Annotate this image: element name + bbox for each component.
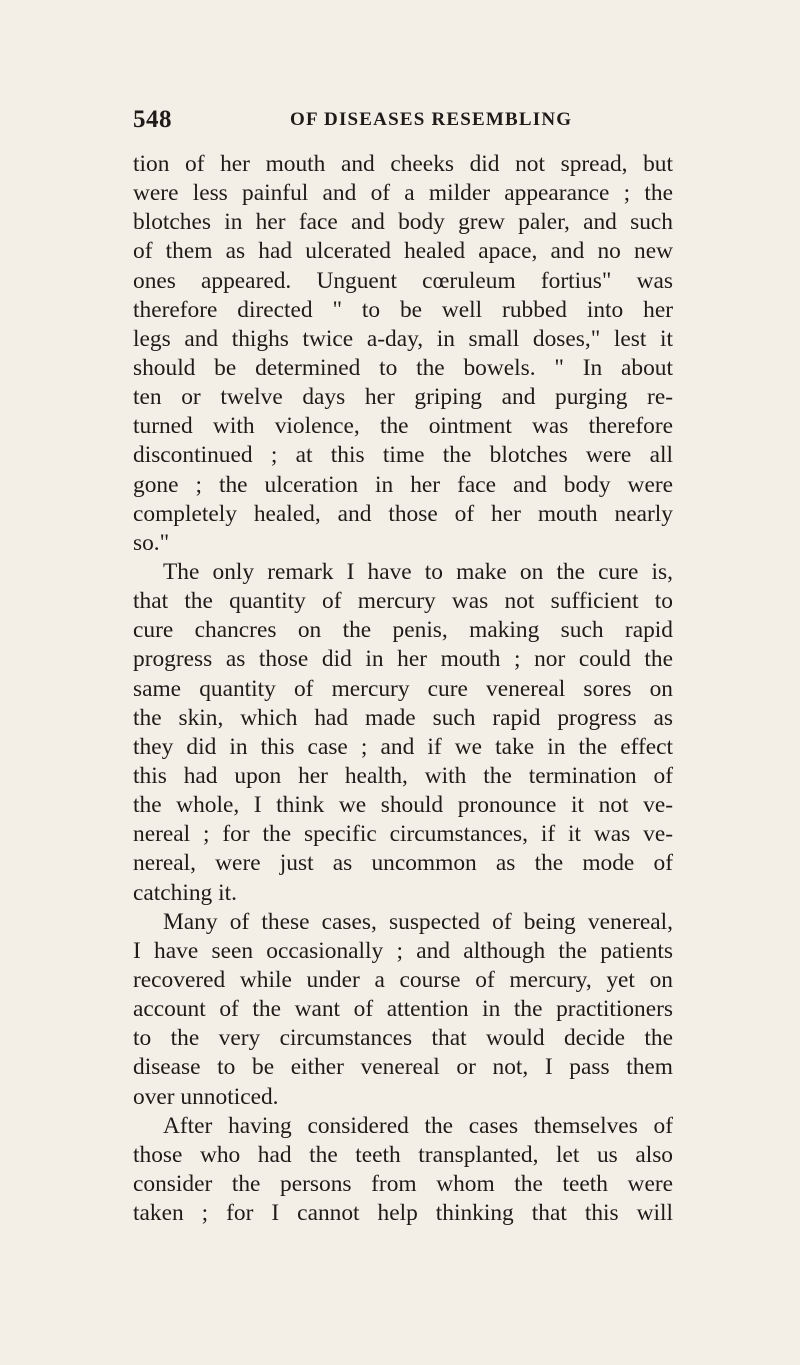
text-line: those who had the teeth transplanted, let us also bbox=[133, 1141, 673, 1168]
text-line: that the quantity of mercury was not sufficient to bbox=[133, 588, 673, 615]
running-head bbox=[133, 106, 673, 136]
text-line: ten or twelve days her griping and purging re- bbox=[133, 384, 673, 411]
text-line: The only remark I have to make on the cure is, bbox=[163, 558, 673, 585]
text-line: After having considered the cases themselves of bbox=[163, 1112, 673, 1139]
text-line: catching it. bbox=[133, 879, 237, 906]
text-line: the whole, I think we should pronounce it not ve- bbox=[133, 792, 673, 819]
text-line: of them as had ulcerated healed apace, and no new bbox=[133, 238, 673, 265]
text-line: discontinued ; at this time the blotches were all bbox=[133, 442, 673, 469]
text-line: taken ; for I cannot help thinking that this will bbox=[133, 1200, 673, 1227]
text-line: disease to be either venereal or not, I pass them bbox=[133, 1054, 673, 1081]
text-line: tion of her mouth and cheeks did not spread, but bbox=[133, 151, 673, 177]
running-title: OF DISEASES RESEMBLING bbox=[290, 109, 573, 130]
text-line: turned with violence, the ointment was therefore bbox=[133, 413, 673, 440]
text-line: over unnoticed. bbox=[133, 1083, 279, 1110]
text-line: account of the want of attention in the practitioners bbox=[133, 996, 673, 1023]
paragraph-1 bbox=[133, 150, 673, 558]
body-text bbox=[133, 150, 673, 1228]
text-line: to the very circumstances that would decide the bbox=[133, 1025, 673, 1052]
text-line: nereal, were just as uncommon as the mode of bbox=[133, 850, 673, 877]
text-line: should be determined to the bowels. " In about bbox=[133, 354, 673, 381]
text-line: so." bbox=[133, 529, 170, 556]
paragraph-2 bbox=[133, 558, 673, 908]
text-line: completely healed, and those of her mouth nearly bbox=[133, 500, 673, 527]
text-line: blotches in her face and body grew paler, and such bbox=[133, 209, 673, 236]
text-line: progress as those did in her mouth ; nor could the bbox=[133, 646, 673, 673]
text-line: they did in this case ; and if we take in the effect bbox=[133, 733, 673, 760]
text-line: were less painful and of a milder appearance ; the bbox=[133, 180, 673, 207]
text-line: ones appeared. Unguent cœruleum fortius" was bbox=[133, 267, 673, 294]
text-line: legs and thighs twice a-day, in small doses," lest it bbox=[133, 325, 673, 352]
text-line: cure chancres on the penis, making such rapid bbox=[133, 617, 673, 644]
text-line: nereal ; for the specific circumstances, if it was ve- bbox=[133, 821, 673, 848]
text-line: Many of these cases, suspected of being venereal, bbox=[163, 908, 673, 935]
text-line: therefore directed " to be well rubbed into her bbox=[133, 296, 673, 323]
paragraph-3 bbox=[133, 908, 673, 1112]
page-number: 548 bbox=[133, 106, 172, 133]
text-line: recovered while under a course of mercury, yet on bbox=[133, 966, 673, 993]
paragraph-4 bbox=[133, 1112, 673, 1229]
text-line: this had upon her health, with the termination of bbox=[133, 762, 673, 789]
text-line: I have seen occasionally ; and although the patients bbox=[133, 937, 673, 964]
text-line: same quantity of mercury cure venereal sores on bbox=[133, 675, 673, 702]
text-line: consider the persons from whom the teeth were bbox=[133, 1170, 673, 1197]
text-line: the skin, which had made such rapid progress as bbox=[133, 704, 673, 731]
text-line: gone ; the ulceration in her face and body were bbox=[133, 471, 673, 498]
